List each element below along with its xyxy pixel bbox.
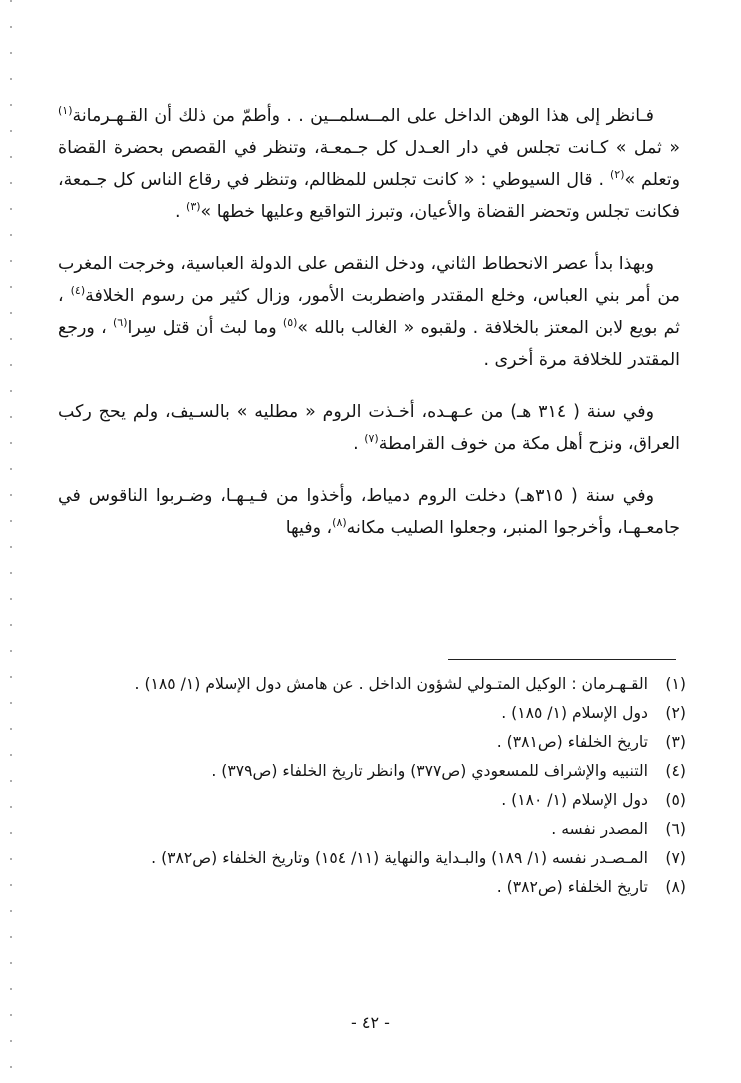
footnote-number: (٦) — [665, 820, 686, 838]
footnote — [56, 670, 686, 699]
footnote-text: دول الإسلام (١/ ١٨٠) . — [501, 791, 648, 809]
text-run: فـانظر إلى هذا الوهن الداخل على المــسلمــين . . وأطمّ من ذلك أن القـهـرمانة — [72, 106, 654, 126]
footnote-text: دول الإسلام (١/ ١٨٥) . — [501, 704, 648, 722]
text-run: « ثمل » كـانت تجلس في دار العـدل كل جـمعـة، وتنظر في القصص بحضرة القضاة وتعلم » — [58, 138, 680, 190]
text-run: ، ورجع المقتدر للخلافة مرة أخرى . — [58, 318, 680, 370]
footnote-number: (٢) — [665, 704, 686, 722]
footnote-text: تاريخ الخلفاء (ص٣٨٢) . — [496, 878, 648, 896]
footnote-marker: (٦) — [112, 316, 128, 330]
text-run: ، ثم بويع لابن المعتز بالخلافة . ولقبوه « الغالب بالله » — [58, 286, 681, 338]
page-number: - ٤٢ - — [351, 1013, 390, 1032]
footnote-marker: (٣) — [186, 200, 201, 214]
paragraph-2 — [58, 248, 680, 376]
text-run: وفي سنة ( ٣١٥هـ) دخلت الروم دمياط، وأخذوا من فـيـهـا، وضـربوا الناقوس في جامعـهـا، وأخرجوا المنبر، وجعلوا الصليب مكانه — [58, 486, 680, 538]
footnote-separator — [448, 659, 676, 660]
footnote-text: المـصـدر نفسه (١/ ١٨٩) والبـداية والنهاية (١١/ ١٥٤) وتاريخ الخلفاء (ص٣٨٢) . — [151, 849, 648, 867]
footnote — [56, 728, 686, 757]
footnote-text: القـهـرمان : الوكيل المتـولي لشؤون الداخل . عن هامش دول الإسلام (١/ ١٨٥) . — [134, 675, 648, 693]
text-run: وفي سنة ( ٣١٤ هـ) من عـهـده، أخـذت الروم « مطليه » بالسـيف، ولم يحج ركب العراق، ونزح أهل مكة من خوف القرامطة — [58, 402, 680, 454]
footnote-text: تاريخ الخلفاء (ص٣٨١) . — [496, 733, 648, 751]
footnote — [56, 815, 686, 844]
text-run: وما لبث أن قتل سِرا — [127, 318, 283, 338]
binding-edge-marks — [10, 0, 12, 1083]
footnote-number: (١) — [665, 675, 686, 693]
footnote — [56, 699, 686, 728]
footnote-number: (٥) — [665, 791, 686, 809]
text-run: . — [353, 434, 365, 454]
footnote-marker: (١) — [58, 104, 73, 118]
footnote-marker: (٤) — [70, 284, 86, 298]
paragraph-4 — [58, 480, 680, 544]
footnote — [56, 844, 686, 873]
main-text — [58, 100, 680, 544]
footnote-text: التنبيه والإشراف للمسعودي (ص٣٧٧) وانظر تاريخ الخلفاء (ص٣٧٩) . — [211, 762, 648, 780]
footnotes-list — [56, 670, 686, 902]
footnote — [56, 873, 686, 902]
footnote-text: المصدر نفسه . — [551, 820, 648, 838]
footnote-marker: (٧) — [364, 432, 379, 446]
footnote-number: (٣) — [665, 733, 686, 751]
footnote-marker: (٢) — [609, 168, 625, 182]
text-run: وبهذا بدأ عصر الانحطاط الثاني، ودخل النقص على الدولة العباسية، وخرجت المغرب من أمر بني العباس، وخلع المقتدر واضطربت الأمور، وزال كثير من رسوم الخلافة — [58, 254, 680, 306]
text-run: . قال السيوطي : « كانت تجلس للمظالم، وتنظر في رقاع الناس كل جـمعة، فكانت تجلس وتحضر القضاة والأعيان، وتبرز التواقيع وعليها خطها » — [58, 170, 680, 222]
footnote — [56, 757, 686, 786]
text-run: . — [174, 202, 187, 222]
footnote-number: (٤) — [665, 762, 686, 780]
text-run: ، وفيها — [285, 518, 333, 538]
footnote-number: (٧) — [665, 849, 686, 867]
paragraph-1 — [58, 100, 680, 228]
footnote-number: (٨) — [665, 878, 686, 896]
footnote — [56, 786, 686, 815]
footnote-marker: (٥) — [282, 316, 298, 330]
paragraph-3 — [58, 396, 680, 460]
footnote-marker: (٨) — [332, 516, 347, 530]
